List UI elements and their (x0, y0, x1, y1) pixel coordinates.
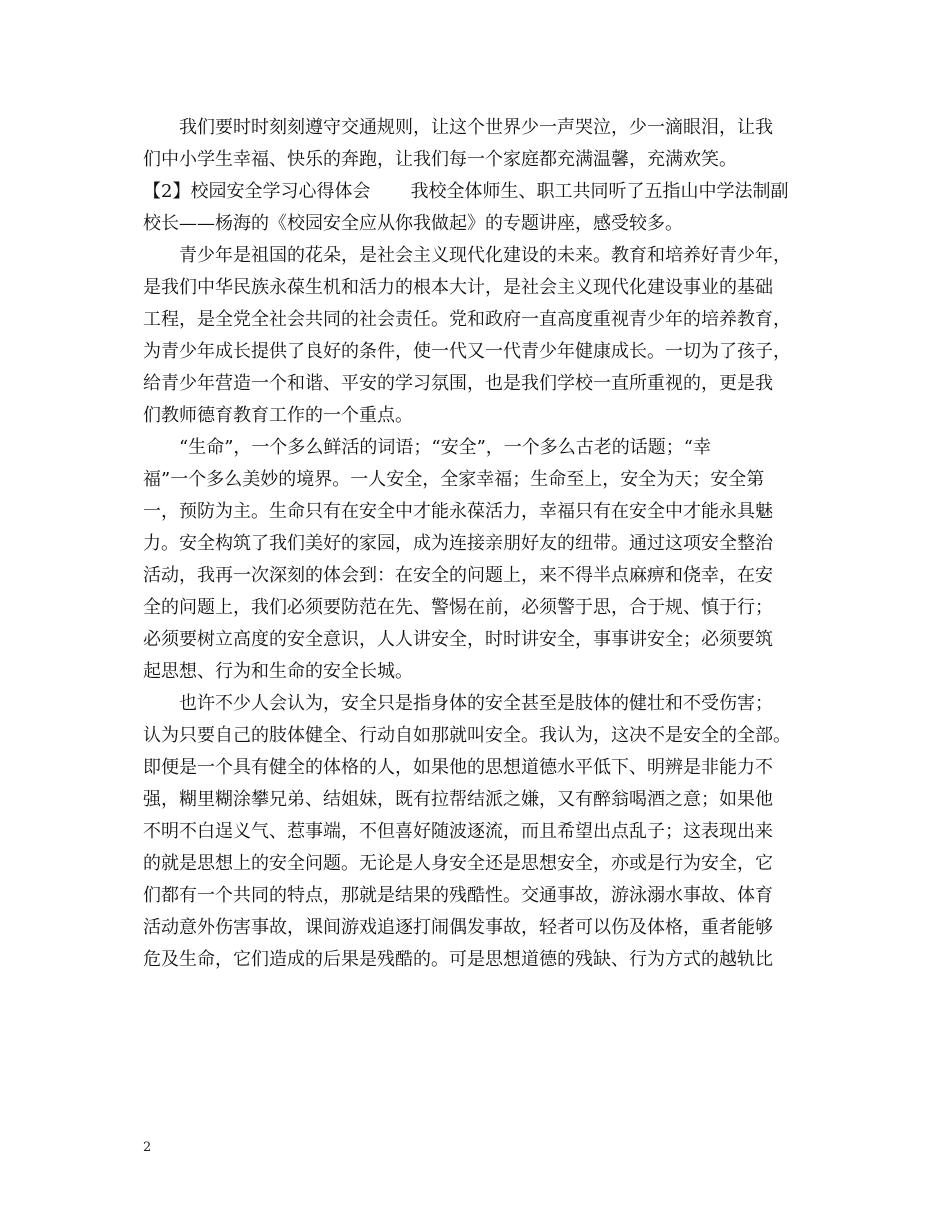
text-line: 是我们中华民族永葆生机和活力的根本大计，是社会主义现代化建设事业的基础 (143, 277, 773, 298)
text-line: 为青少年成长提供了良好的条件，使一代又一代青少年健康成长。一切为了孩子， (143, 341, 791, 362)
text-line: 我们要时时刻刻遵守交通规则，让这个世界少一声哭泣，少一滴眼泪，让我 (179, 117, 773, 138)
paragraph-traffic-rules (143, 112, 808, 176)
text-line: 危及生命，它们造成的后果是残酷的。可是思想道德的残缺、行为方式的越轨比 (143, 949, 773, 970)
text-line: 青少年是祖国的花朵，是社会主义现代化建设的未来。教育和培养好青少年， (179, 245, 791, 266)
text-line: 们都有一个共同的特点，那就是结果的残酷性。交通事故，游泳溺水事故、体育 (143, 885, 773, 906)
text-line: 活动意外伤害事故，课间游戏追逐打闹偶发事故，轻者可以伤及体格，重者能够 (143, 917, 773, 938)
text-line: 起思想、行为和生命的安全长城。 (143, 661, 413, 682)
paragraph-youth-education (143, 240, 808, 432)
section-heading-line (143, 176, 808, 208)
text-line: 全的问题上，我们必须要防范在先、警惕在前，必须警于思，合于规、慎于行； (143, 597, 773, 618)
paragraph-section-heading (143, 176, 808, 240)
text-line: 强，糊里糊涂攀兄弟、结姐妹，既有拉帮结派之嫌，又有醉翁喝酒之意；如果他 (143, 789, 773, 810)
text-line: 给青少年营造一个和谐、平安的学习氛围，也是我们学校一直所重视的，更是我 (143, 373, 773, 394)
text-line: 校长——杨海的《校园安全应从你我做起》的专题讲座，感受较多。 (143, 213, 683, 234)
text-line: 工程，是全党全社会共同的社会责任。党和政府一直高度重视青少年的培养教育， (143, 309, 791, 330)
text-line: 一，预防为主。生命只有在安全中才能永葆活力，幸福只有在安全中才能永具魅 (143, 501, 773, 522)
text-line: “生命”，一个多么鲜活的词语；“安全”，一个多么古老的话题；“幸 (179, 437, 712, 458)
text-line: 认为只要自己的肢体健全、行动自如那就叫安全。我认为，这决不是安全的全部。 (143, 725, 791, 746)
section-title: 校园安全学习心得体会 (190, 181, 371, 202)
text-line: 不明不白逞义气、惹事端，不但喜好随波逐流，而且希望出点乱子；这表现出来 (143, 821, 773, 842)
text-line: 必须要树立高度的安全意识，人人讲安全，时时讲安全，事事讲安全；必须要筑 (143, 629, 773, 650)
text-line: 福”一个多么美妙的境界。一人安全，全家幸福；生命至上，安全为天；安全第 (143, 469, 765, 490)
page-number: 2 (143, 1140, 152, 1155)
section-number: 【2】 (143, 181, 191, 202)
text-line: 们中小学生幸福、快乐的奔跑，让我们每一个家庭都充满温馨，充满欢笑。 (143, 149, 737, 170)
text-line: 即便是一个具有健全的体格的人，如果他的思想道德水平低下、明辨是非能力不 (143, 757, 773, 778)
text-line: 活动，我再一次深刻的体会到：在安全的问题上，来不得半点麻痹和侥幸，在安 (143, 565, 773, 586)
paragraph-safety-meaning (143, 688, 808, 976)
paragraph-life-safety (143, 432, 808, 688)
document-body (143, 112, 808, 976)
text-line: 力。安全构筑了我们美好的家园，成为连接亲朋好友的纽带。通过这项安全整治 (143, 533, 773, 554)
section-intro-text: 我校全体师生、职工共同听了五指山中学法制副 (410, 181, 789, 202)
text-line: 的就是思想上的安全问题。无论是人身安全还是思想安全，亦或是行为安全，它 (143, 853, 773, 874)
text-line: 也许不少人会认为，安全只是指身体的安全甚至是肢体的健壮和不受伤害； (179, 693, 773, 714)
text-line: 们教师德育教育工作的一个重点。 (143, 405, 413, 426)
